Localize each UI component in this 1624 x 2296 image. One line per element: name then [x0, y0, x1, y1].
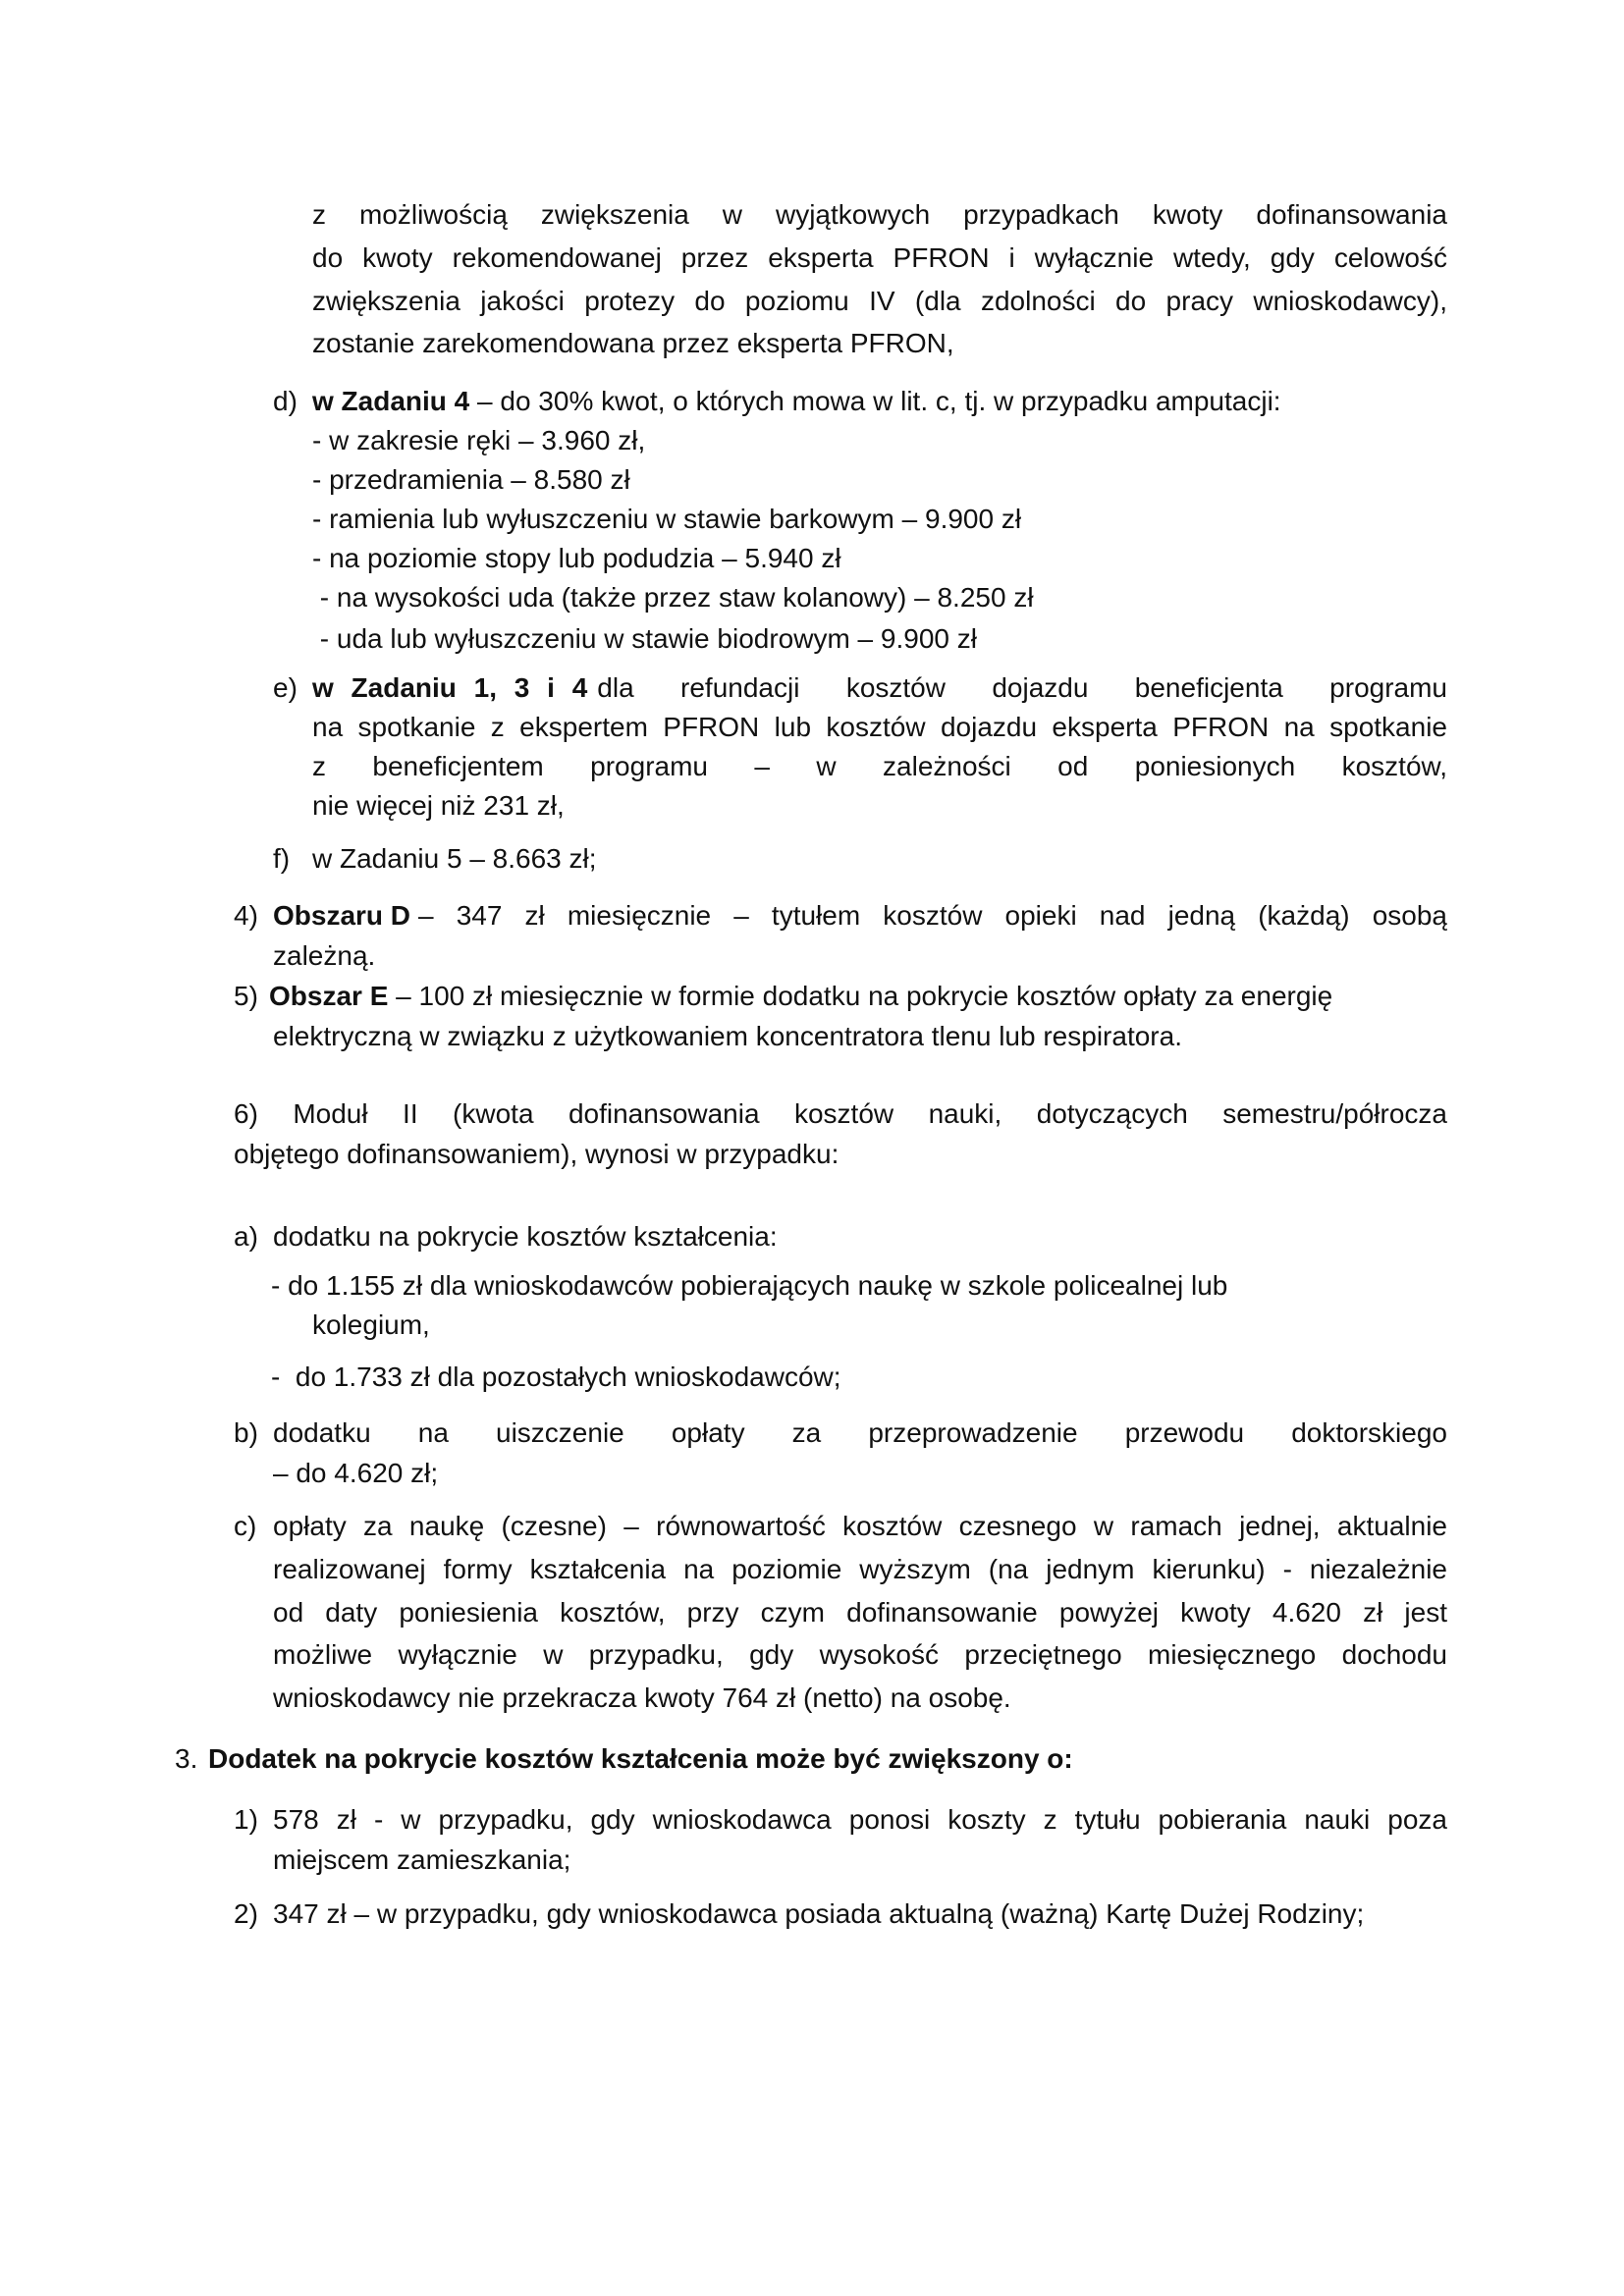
list-marker: 2)	[234, 1898, 258, 1929]
paragraph-line: – do 4.620 zł;	[273, 1458, 439, 1488]
paragraph-line: od daty poniesienia kosztów, przy czym dofinansowanie powyżej kwoty 4.620 zł jest	[273, 1597, 1447, 1628]
item-text: – 100 zł miesięcznie w formie dodatku na pokrycie kosztów opłaty za energię	[388, 981, 1333, 1011]
list-marker: f)	[273, 843, 291, 874]
paragraph-line: 6) Moduł II (kwota dofinansowania kosztów nauki, dotyczących semestru/półrocza	[234, 1098, 1447, 1129]
paragraph-line: elektryczną w związku z użytkowaniem koncentratora tlenu lub respiratora.	[273, 1021, 1182, 1051]
subline: - przedramienia – 8.580 zł	[312, 464, 630, 495]
subline: - uda lub wyłuszczeniu w stawie biodrowym – 9.900 zł	[312, 623, 977, 654]
paragraph-line: do kwoty rekomendowanej przez eksperta PFRON i wyłącznie wtedy, gdy celowość	[312, 242, 1447, 273]
dash-line: kolegium,	[312, 1309, 430, 1340]
item-text: – do 30% kwot, o których mowa w lit. c, tj. w przypadku amputacji:	[469, 386, 1281, 416]
list-marker: a)	[234, 1221, 258, 1252]
list-marker: 5)	[234, 981, 258, 1011]
list-item-c: opłaty za naukę (czesne) – równowartość kosztów czesnego w ramach jednej, aktualnie	[273, 1511, 1447, 1541]
subline: - ramienia lub wyłuszczeniu w stawie barkowym – 9.900 zł	[312, 504, 1022, 534]
bold-label: w Zadaniu 4	[312, 386, 470, 416]
paragraph-line: na spotkanie z ekspertem PFRON lub kosztów dojazdu eksperta PFRON na spotkanie	[312, 712, 1447, 742]
list-item-f: w Zadaniu 5 – 8.663 zł;	[312, 843, 597, 874]
subline: - na wysokości uda (także przez staw kolanowy) – 8.250 zł	[312, 582, 1034, 613]
list-marker: 1)	[234, 1804, 258, 1835]
paragraph-line: realizowanej formy kształcenia na poziomie wyższym (na jednym kierunku) - niezależnie	[273, 1554, 1447, 1584]
list-marker: c)	[234, 1511, 257, 1541]
list-item-3-1: 578 zł - w przypadku, gdy wnioskodawca ponosi koszty z tytułu pobierania nauki poza	[273, 1804, 1447, 1835]
list-item-a: dodatku na pokrycie kosztów kształcenia:	[273, 1221, 778, 1252]
list-item-d	[312, 382, 1281, 421]
bold-label: w Zadaniu 1, 3 i 4	[312, 672, 588, 703]
section-marker: 3.	[175, 1743, 198, 1774]
list-marker: e)	[273, 672, 298, 703]
list-item-e	[312, 668, 1447, 708]
subline: - na poziomie stopy lub podudzia – 5.940 zł	[312, 543, 841, 573]
list-item-5	[269, 977, 1332, 1016]
list-marker: d)	[273, 386, 298, 416]
paragraph-line: zwiększenia jakości protezy do poziomu IV (dla zdolności do pracy wnioskodawcy),	[312, 286, 1447, 316]
item-text: – 347 zł miesięcznie – tytułem kosztów opieki nad jedną (każdą) osobą	[418, 900, 1447, 931]
paragraph-line: możliwe wyłącznie w przypadku, gdy wysokość przeciętnego miesięcznego dochodu	[273, 1639, 1447, 1670]
bold-label: Obszar E	[269, 981, 389, 1011]
list-item-b: dodatku na uiszczenie opłaty za przeprowadzenie przewodu doktorskiego	[273, 1417, 1447, 1448]
list-marker: 4)	[234, 900, 258, 931]
paragraph-line: z możliwością zwiększenia w wyjątkowych przypadkach kwoty dofinansowania	[312, 199, 1447, 230]
heading-text: Dodatek na pokrycie kosztów kształcenia może być zwiększony o:	[208, 1743, 1073, 1774]
paragraph-line: objętego dofinansowaniem), wynosi w przypadku:	[234, 1139, 839, 1169]
subline: - w zakresie ręki – 3.960 zł,	[312, 425, 646, 455]
list-item-4	[273, 896, 1447, 935]
list-marker: b)	[234, 1417, 258, 1448]
dash-line: - do 1.733 zł dla pozostałych wnioskodawców;	[271, 1362, 841, 1392]
paragraph-line: nie więcej niż 231 zł,	[312, 790, 565, 821]
dash-line: - do 1.155 zł dla wnioskodawców pobierających naukę w szkole policealnej lub	[271, 1270, 1228, 1301]
section-heading	[208, 1739, 1073, 1779]
list-item-3-2: 347 zł – w przypadku, gdy wnioskodawca posiada aktualną (ważną) Kartę Dużej Rodziny;	[273, 1898, 1365, 1929]
paragraph-line: wnioskodawcy nie przekracza kwoty 764 zł (netto) na osobę.	[273, 1682, 1011, 1713]
item-text: dla refundacji kosztów dojazdu beneficjenta programu	[597, 672, 1447, 703]
paragraph-line: zależną.	[273, 940, 376, 971]
bold-label: Obszaru D	[273, 900, 411, 931]
paragraph-line: miejscem zamieszkania;	[273, 1844, 571, 1875]
paragraph-line: z beneficjentem programu – w zależności od poniesionych kosztów,	[312, 751, 1447, 781]
paragraph-line: zostanie zarekomendowana przez eksperta PFRON,	[312, 328, 954, 358]
